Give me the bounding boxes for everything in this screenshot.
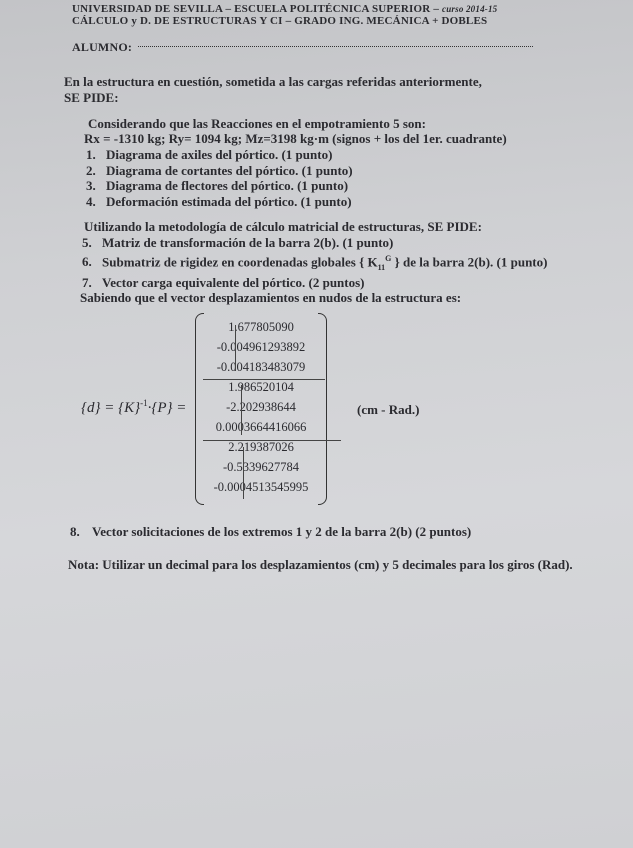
vector-entry: -0.5339627784	[222, 460, 300, 474]
vector-entry: -0.0004513545995	[213, 480, 309, 494]
handwritten-mark	[243, 447, 244, 499]
node-separator	[203, 440, 341, 441]
list-item: 1. Diagrama de axiles del pórtico. (1 punto)	[86, 147, 333, 162]
handwritten-mark	[235, 325, 236, 371]
intro-line-1: En la estructura en cuestión, sometida a las cargas referidas anteriormente,	[64, 74, 482, 89]
item-8: 8. Vector solicitaciones de los extremos 1 y 2 de la barra 2(b) (2 puntos)	[70, 524, 472, 539]
vector-units: (cm - Rad.)	[357, 402, 420, 417]
header-line-2: CÁLCULO y D. DE ESTRUCTURAS Y CI – GRADO ING. MECÁNICA + DOBLES	[72, 15, 488, 27]
list-item: 4. Deformación estimada del pórtico. (1 punto)	[86, 193, 352, 209]
list-item: 6. Submatriz de rigidez en coordenadas globales { $K_{11}^G$ } de la barra 2(b). (1 punto)	[82, 253, 548, 272]
alumno-name-line[interactable]	[138, 46, 533, 47]
vector-entry: 2.219387026	[228, 440, 294, 454]
vector-entry: 1.677805090	[228, 320, 294, 334]
header-university: UNIVERSIDAD DE SEVILLA – ESCUELA POLITÉCNICA SUPERIOR –	[72, 3, 440, 15]
alumno-label: ALUMNO:	[72, 40, 133, 54]
section3-lead: Sabiendo que el vector desplazamientos en nudos de la estructura es:	[80, 290, 462, 305]
section1-lead: Considerando que las Reacciones en el empotramiento 5 son:	[88, 116, 426, 131]
header-course: curso 2014-15	[442, 4, 498, 14]
reactions-line: Rx = -1310 kg; Ry= 1094 kg; Mz=3198 kg·m (signos + los del 1er. cuadrante)	[84, 131, 507, 146]
vector-entry: 1.986520104	[228, 380, 294, 394]
intro-line-2: SE PIDE:	[64, 90, 119, 105]
section1-list	[86, 147, 353, 209]
vector-entry: 0.0003664416066	[215, 420, 307, 434]
section2-lead: Utilizando la metodología de cálculo matricial de estructuras, SE PIDE:	[84, 219, 482, 234]
section2-list	[82, 235, 547, 290]
list-item: 5. Matriz de transformación de la barra 2(b). (1 punto)	[82, 235, 394, 250]
displacement-vector	[195, 313, 327, 503]
nota: Nota: Utilizar un decimal para los desplazamientos (cm) y 5 decimales para los giros (Rad).	[68, 557, 573, 572]
header-line-1	[72, 3, 497, 15]
vector-entry: -2.202938644	[226, 400, 296, 414]
vector-entry: -0.004183483079	[216, 360, 306, 374]
node-separator	[203, 379, 325, 380]
list-item: 3. Diagrama de flectores del pórtico. (1 punto)	[86, 178, 349, 193]
handwritten-mark	[241, 385, 242, 435]
displacement-equation: $\{d\} = \{K\}^{-1}\cdot\{P\}$ =	[81, 398, 187, 416]
vector-entry: -0.004961293892	[216, 340, 306, 354]
list-item: 7. Vector carga equivalente del pórtico. (2 puntos)	[82, 274, 365, 290]
list-item: 2. Diagrama de cortantes del pórtico. (1 punto)	[86, 162, 353, 178]
